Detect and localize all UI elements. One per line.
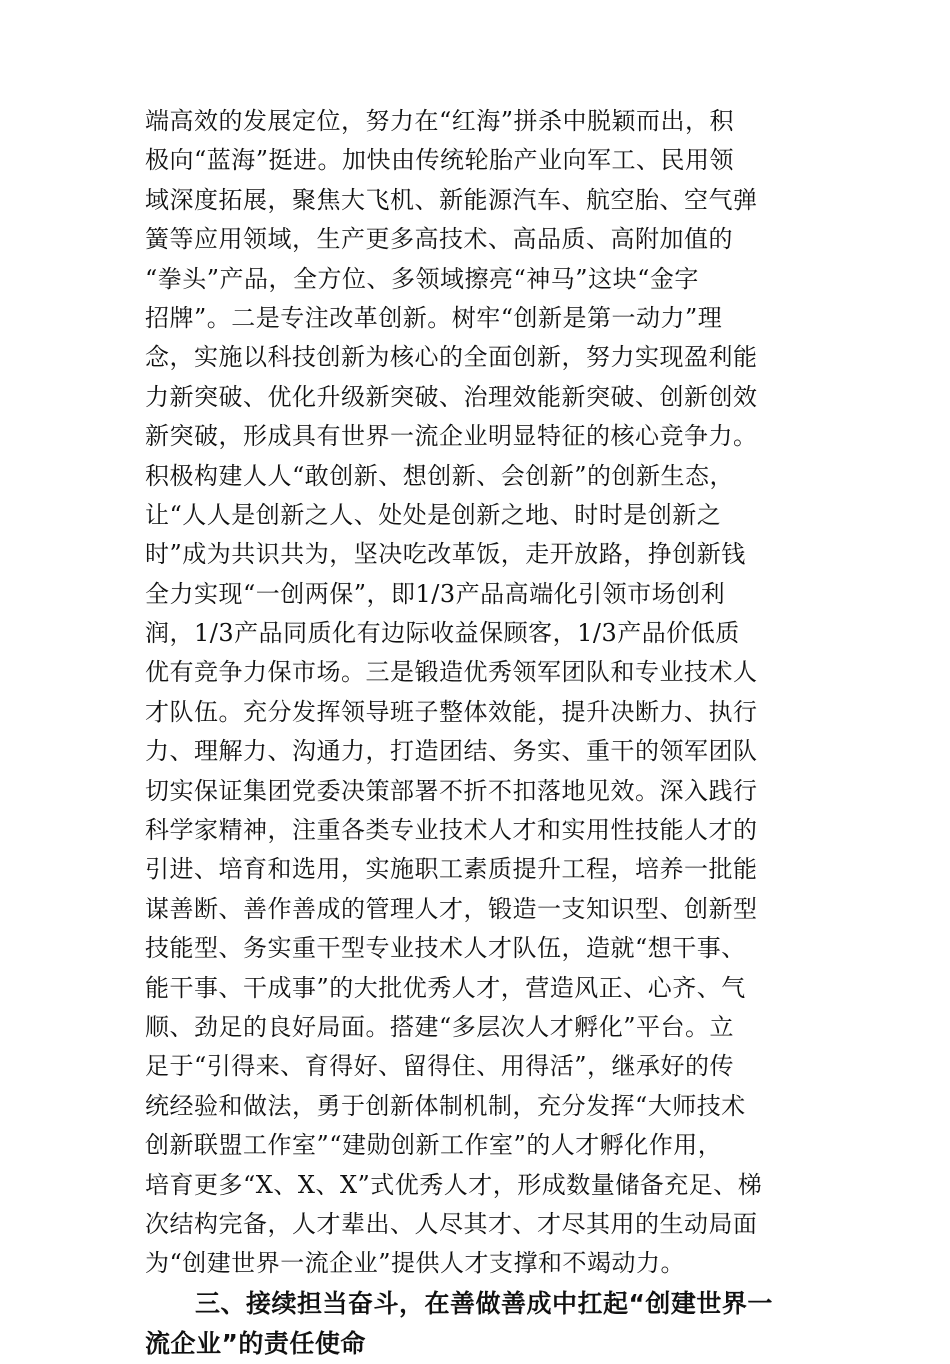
body-line: 才队伍。充分发挥领导班子整体效能，提升决断力、执行 bbox=[145, 697, 758, 726]
body-line: 创新联盟工作室”“建勋创新工作室”的人才孵化作用， bbox=[145, 1131, 723, 1160]
body-line: 顺、劲足的良好局面。搭建“多层次人才孵化”平台。立 bbox=[145, 1012, 735, 1041]
body-line: 切实保证集团党委决策部署不折不扣落地见效。深入践行 bbox=[145, 776, 758, 805]
body-line: 次结构完备，人才辈出、人尽其才、才尽其用的生动局面 bbox=[145, 1209, 758, 1238]
body-line: 端高效的发展定位，努力在“红海”拼杀中脱颖而出，积 bbox=[145, 107, 735, 135]
body-line: 全力实现“一创两保”，即1/3产品高端化引领市场创利 bbox=[145, 579, 726, 608]
body-line: 足于“引得来、育得好、留得住、用得活”，继承好的传 bbox=[145, 1052, 735, 1081]
body-line: 为“创建世界一流企业”提供人才支撑和不竭动力。 bbox=[145, 1249, 686, 1278]
body-line: 力、理解力、沟通力，打造团结、务实、重干的领军团队 bbox=[145, 737, 758, 766]
body-line: 念，实施以科技创新为核心的全面创新，努力实现盈利能 bbox=[145, 343, 758, 372]
section-heading: 三、接续担当奋斗，在善做善成中扛起“创建世界一 bbox=[195, 1288, 773, 1318]
body-line: 能干事、干成事”的大批优秀人才，营造风正、心齐、气 bbox=[145, 973, 746, 1002]
body-line: 域深度拓展，聚焦大飞机、新能源汽车、航空胎、空气弹 bbox=[145, 185, 758, 214]
body-line: “拳头”产品，全方位、多领域擦亮“神马”这块“金字 bbox=[145, 264, 699, 293]
body-line: 力新突破、优化升级新突破、治理效能新突破、创新创效 bbox=[145, 382, 758, 411]
body-line: 新突破，形成具有世界一流企业明显特征的核心竞争力。 bbox=[145, 422, 758, 451]
document-body bbox=[145, 102, 815, 1364]
body-line: 簧等应用领域，生产更多高技术、高品质、高附加值的 bbox=[145, 225, 733, 254]
body-line: 统经验和做法，勇于创新体制机制，充分发挥“大师技术 bbox=[145, 1091, 746, 1120]
body-line: 优有竞争力保市场。三是锻造优秀领军团队和专业技术人 bbox=[145, 658, 758, 687]
body-line: 积极构建人人“敢创新、想创新、会创新”的创新生态， bbox=[145, 461, 735, 490]
body-line: 谋善断、善作善成的管理人才，锻造一支知识型、创新型 bbox=[145, 894, 758, 923]
body-line: 时”成为共识共为，坚决吃改革饭，走开放路，挣创新钱 bbox=[145, 540, 746, 569]
section-heading-continued: 流企业”的责任使命 bbox=[145, 1328, 366, 1358]
body-line: 润，1/3产品同质化有边际收益保顾客，1/3产品价低质 bbox=[145, 619, 740, 648]
body-line: 科学家精神，注重各类专业技术人才和实用性技能人才的 bbox=[145, 816, 758, 845]
body-line: 极向“蓝海”挺进。加快由传统轮胎产业向军工、民用领 bbox=[145, 146, 735, 175]
body-line: 培育更多“X、X、X”式优秀人才，形成数量储备充足、梯 bbox=[145, 1170, 763, 1199]
body-line: 让“人人是创新之人、处处是创新之地、时时是创新之 bbox=[145, 500, 722, 529]
body-line: 招牌”。二是专注改革创新。树牢“创新是第一动力”理 bbox=[145, 303, 723, 332]
body-line: 引进、培育和选用，实施职工素质提升工程，培养一批能 bbox=[145, 855, 758, 884]
body-line: 技能型、务实重干型专业技术人才队伍，造就“想干事、 bbox=[145, 934, 746, 963]
